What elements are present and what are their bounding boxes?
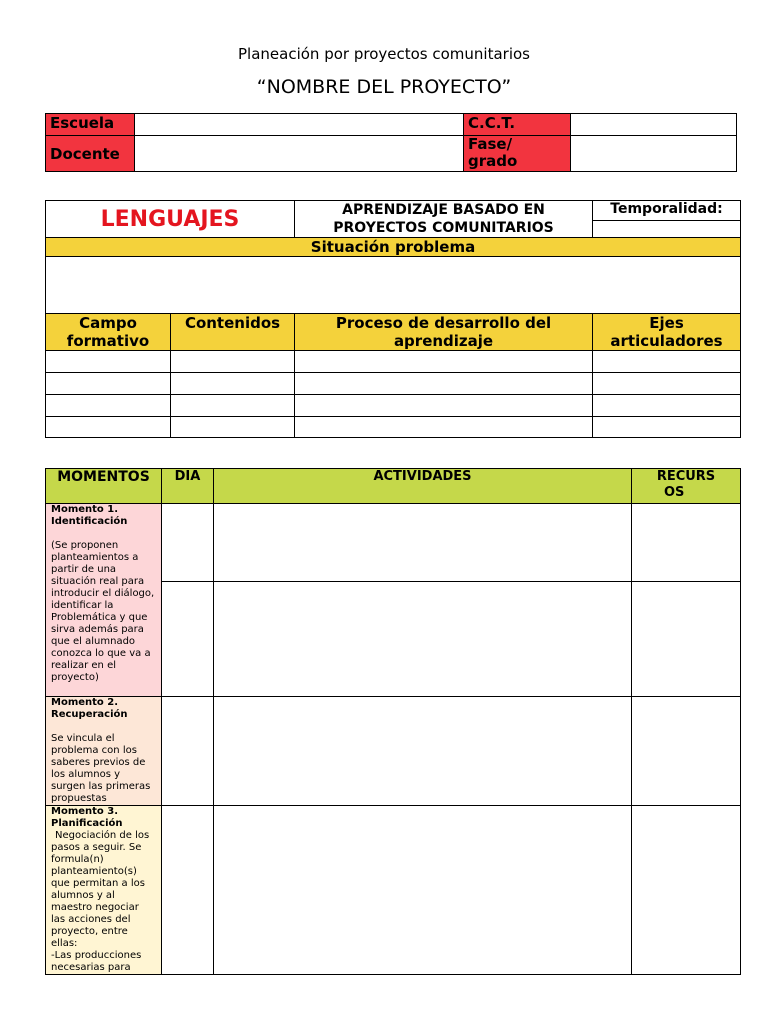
ejes-line-1: Ejes: [649, 314, 684, 332]
actividades-cell[interactable]: [214, 582, 632, 697]
escuela-field[interactable]: [135, 114, 464, 136]
dia-cell[interactable]: [162, 504, 214, 582]
recursos-cell[interactable]: [632, 504, 741, 582]
table-cell[interactable]: [46, 417, 171, 438]
momento-3-description-2: -Las producciones necesarias para: [51, 950, 142, 973]
cct-field[interactable]: [571, 114, 737, 136]
proceso-header: [295, 314, 593, 351]
dia-header: DIA: [162, 469, 214, 504]
contenidos-header: [171, 314, 295, 351]
contenidos-line-1: Contenidos: [184, 314, 281, 332]
situacion-problema-field[interactable]: [46, 257, 741, 314]
momento-3-description: Negociación de los pasos a seguir. Se formula(n) planteamiento(s) que permitan a los alumnos y al maestro negociar las acciones del proyecto, entre ellas:: [51, 830, 150, 949]
table-cell[interactable]: [593, 373, 741, 395]
table-row: [46, 351, 741, 373]
actividades-header: ACTIVIDADES: [214, 469, 632, 504]
momento-2-title: Momento 2.: [51, 697, 119, 708]
actividades-cell[interactable]: [214, 504, 632, 582]
situacion-problema-header: Situación problema: [46, 238, 741, 257]
school-info-table: [45, 113, 737, 172]
approach-line-2: PROYECTOS COMUNITARIOS: [333, 220, 554, 236]
campo-line-1: Campo: [79, 314, 137, 332]
momentos-header: MOMENTOS: [46, 469, 162, 504]
momento-2: [46, 697, 162, 806]
fase-label: Fase/: [468, 135, 513, 153]
table-cell[interactable]: [46, 395, 171, 417]
momento-1-title: Momento 1.: [51, 504, 119, 515]
docente-label: Docente: [46, 136, 135, 172]
recursos-cell[interactable]: [632, 582, 741, 697]
temporalidad-label: Temporalidad:: [593, 201, 741, 221]
momento-2-description: Se vincula el problema con los saberes previos de los alumnos y surgen las primeras propuestas: [51, 733, 151, 804]
approach-line-1: APRENDIZAJE BASADO EN: [342, 202, 545, 218]
recursos-line-2: OS: [664, 485, 685, 500]
recursos-header: [632, 469, 741, 504]
momento-3: [46, 806, 162, 975]
momento-3-title: Momento 3.: [51, 806, 119, 817]
campo-formativo-header: [46, 314, 171, 351]
momento-1-subtitle: Identificación: [51, 516, 128, 527]
approach-title: [295, 201, 593, 238]
project-title: “NOMBRE DEL PROYECTO”: [256, 76, 512, 98]
campo-line-2: formativo: [66, 332, 150, 350]
moments-table: [45, 468, 741, 975]
fase-grado-label: [464, 136, 571, 172]
table-cell[interactable]: [593, 395, 741, 417]
document-subtitle: Planeación por proyectos comunitarios: [238, 45, 530, 63]
area-title: LENGUAJES: [46, 201, 295, 238]
escuela-label: Escuela: [46, 114, 135, 136]
dia-cell[interactable]: [162, 697, 214, 806]
actividades-cell[interactable]: [214, 806, 632, 975]
momento-1: [46, 504, 162, 697]
momento-1-description: (Se proponen planteamientos a partir de una situación real para introducir el diálogo, identificar la Problemática y que sirva además para que el alumnado conozca lo que va a realizar en el proyecto): [51, 540, 155, 683]
table-row: [46, 417, 741, 438]
table-row: [46, 373, 741, 395]
cct-label: C.C.T.: [464, 114, 571, 136]
table-cell[interactable]: [295, 417, 593, 438]
dia-cell[interactable]: [162, 582, 214, 697]
momento-3-subtitle: Planificación: [51, 818, 123, 829]
table-cell[interactable]: [46, 351, 171, 373]
docente-field[interactable]: [135, 136, 464, 172]
table-cell[interactable]: [593, 417, 741, 438]
project-table: [45, 200, 741, 438]
actividades-cell[interactable]: [214, 697, 632, 806]
table-row: [46, 395, 741, 417]
temporalidad-field[interactable]: [593, 221, 741, 238]
fase-grado-field[interactable]: [571, 136, 737, 172]
table-cell[interactable]: [171, 395, 295, 417]
table-cell[interactable]: [171, 373, 295, 395]
proceso-line-1: Proceso de desarrollo del: [335, 314, 552, 332]
table-cell[interactable]: [46, 373, 171, 395]
grado-label: grado: [468, 152, 518, 170]
recursos-cell[interactable]: [632, 806, 741, 975]
recursos-cell[interactable]: [632, 697, 741, 806]
table-cell[interactable]: [295, 395, 593, 417]
table-cell[interactable]: [593, 351, 741, 373]
table-cell[interactable]: [295, 351, 593, 373]
table-cell[interactable]: [171, 417, 295, 438]
proceso-line-2: aprendizaje: [393, 332, 494, 350]
recursos-line-1: RECURS: [656, 469, 716, 484]
momento-2-subtitle: Recuperación: [51, 709, 128, 720]
dia-cell[interactable]: [162, 806, 214, 975]
table-cell[interactable]: [171, 351, 295, 373]
ejes-line-2: articuladores: [610, 332, 723, 350]
ejes-header: [593, 314, 741, 351]
table-cell[interactable]: [295, 373, 593, 395]
